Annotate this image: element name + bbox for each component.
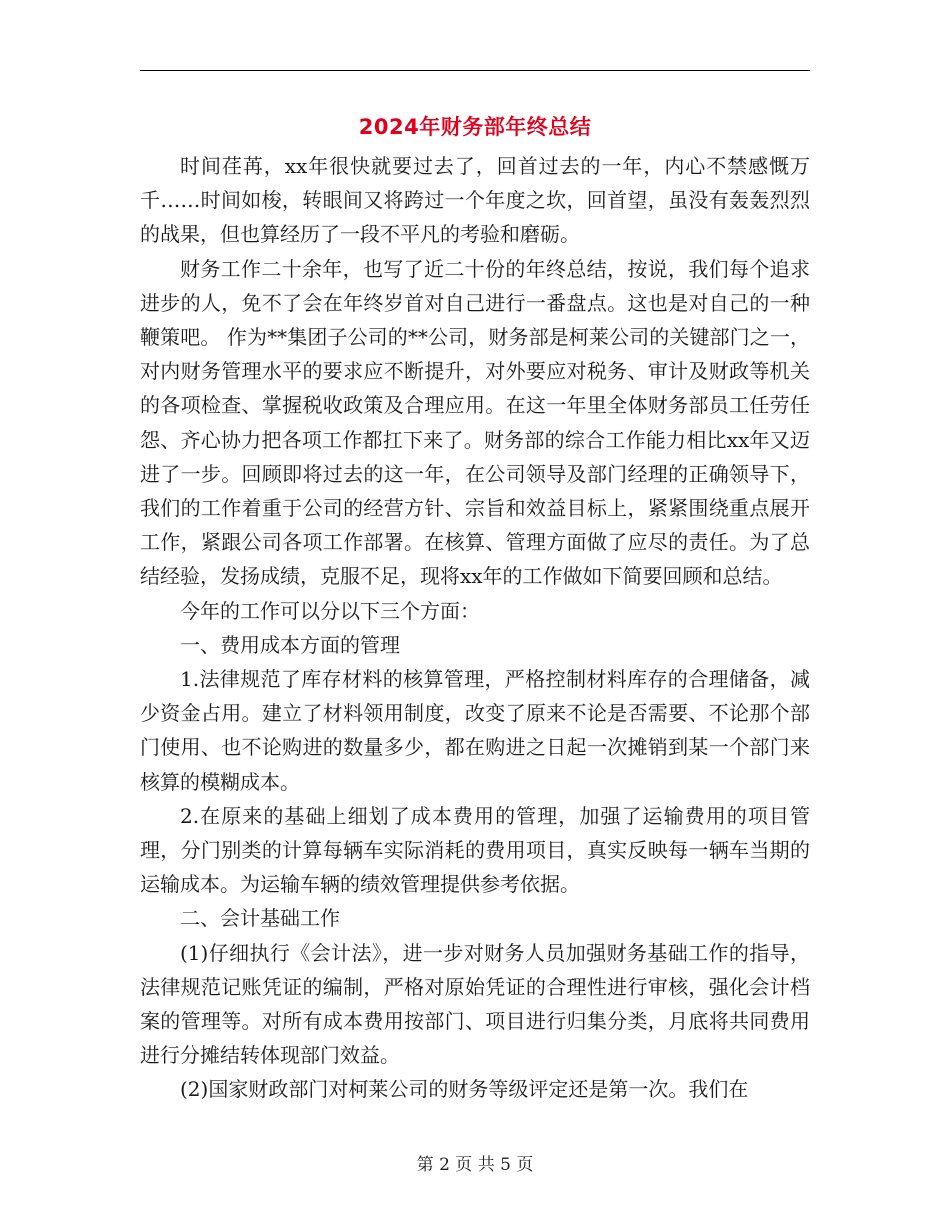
document-body [140,149,810,1107]
paragraph-item-b: (2)国家财政部门对柯莱公司的财务等级评定还是第一次。我们在 [180,1077,749,1102]
paragraph-item-1: 1.法律规范了库存材料的核算管理，严格控制材料库存的合理储备，减少资金占用。建立了材料领用制度，改变了原来不论是否需要、不论那个部门使用、也不论购进的数量多少，都在购进之日起一次摊销到某一个部门来核算的模糊成本。 [140,667,810,794]
section-heading-accounting: 二、会计基础工作 [180,906,340,931]
section-heading-cost: 一、费用成本方面的管理 [180,632,400,657]
document-title: 2024年财务部年终总结 [358,115,592,139]
header-rule [140,70,810,71]
paragraph-intro: 时间荏苒，xx年很快就要过去了，回首过去的一年，内心不禁感慨万千……时间如梭，转眼间又将跨过一个年度之坎，回首望，虽没有轰轰烈烈的战果，但也算经历了一段不平凡的考验和磨砺。 [140,154,810,247]
paragraph-overview: 财务工作二十余年，也写了近二十份的年终总结，按说，我们每个追求进步的人，免不了会在年终岁首对自己进行一番盘点。这也是对自己的一种鞭策吧。 作为**集团子公司的**公司，财务部是柯莱公司的关键部门之一，对内财务管理水平的要求应不断提升，对外要应对税务、审计及财政等机关的各项检查、掌握税收政策及合理应用。在这一年里全体财务部员工任劳任怨、齐心协力把各项工作都扛下来了。财务部的综合工作能力相比xx年又迈进了一步。回顾即将过去的这一年，在公司领导及部门经理的正确领导下，我们的工作着重于公司的经营方针、宗旨和效益目标上，紧紧围绕重点展开工作，紧跟公司各项工作部署。在核算、管理方面做了应尽的责任。为了总结经验，发扬成绩，克服不足，现将xx年的工作做如下简要回顾和总结。 [140,256,810,589]
page-number: 第 2 页 共 5 页 [416,1155,534,1175]
paragraph-item-a: (1)仔细执行《会计法》，进一步对财务人员加强财务基础工作的指导，法律规范记账凭证的编制，严格对原始凭证的合理性进行审核，强化会计档案的管理等。对所有成本费用按部门、项目进行归集分类，月底将共同费用进行分摊结转体现部门效益。 [140,940,810,1068]
paragraph-item-2: 2.在原来的基础上细划了成本费用的管理，加强了运输费用的项目管理，分门别类的计算每辆车实际消耗的费用项目，真实反映每一辆车当期的运输成本。为运输车辆的绩效管理提供参考依据。 [140,803,810,897]
paragraph-aspects: 今年的工作可以分以下三个方面： [180,598,480,623]
